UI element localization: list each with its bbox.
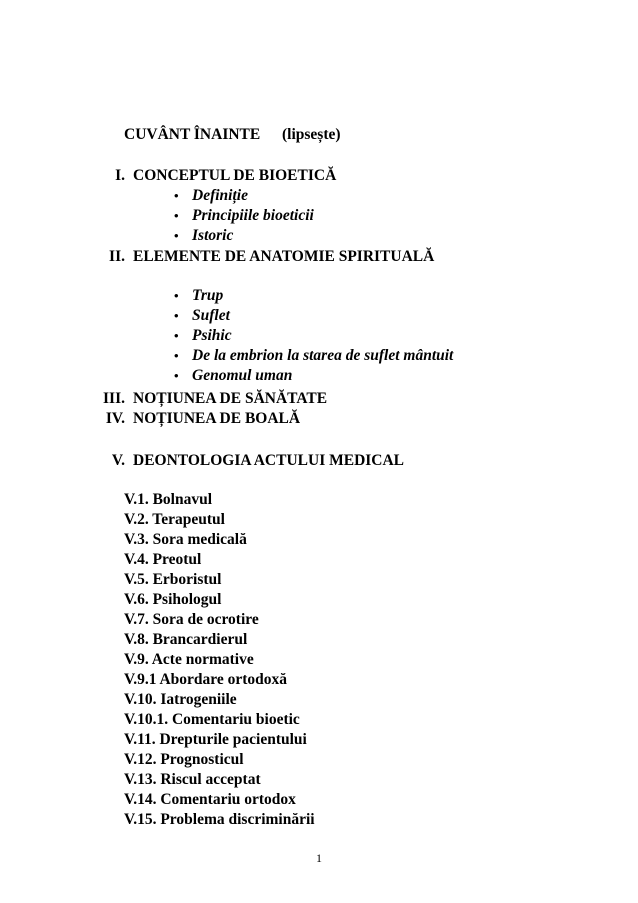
bullet-text: Trup [192, 287, 224, 304]
section-item: V.15. Problema discriminării [124, 811, 315, 828]
section-item: V.9. Acte normative [124, 651, 254, 668]
bullet-icon: • [174, 208, 179, 223]
chapter-title: CONCEPTUL DE BIOETICĂ [133, 167, 337, 184]
chapter-numeral: III. [103, 390, 125, 407]
section-item: V.9.1 Abordare ortodoxă [124, 671, 288, 688]
bullet-icon: • [174, 228, 179, 243]
section-item: V.11. Drepturile pacientului [124, 731, 307, 748]
section-item: V.3. Sora medicală [124, 531, 247, 548]
bullet-icon: • [174, 368, 179, 383]
section-item: V.12. Prognosticul [124, 751, 244, 768]
section-item: V.4. Preotul [124, 551, 202, 568]
bullet-icon: • [174, 188, 179, 203]
section-item: V.6. Psihologul [124, 591, 222, 608]
bullet-icon: • [174, 328, 179, 343]
bullet-text: Genomul uman [192, 367, 293, 384]
chapter-numeral: II. [109, 248, 125, 265]
bullet-icon: • [174, 348, 179, 363]
chapter-numeral: IV. [105, 410, 125, 427]
bullet-icon: • [174, 308, 179, 323]
bullet-icon: • [174, 288, 179, 303]
section-item: V.8. Brancardierul [124, 631, 248, 648]
bullet-text: De la embrion la starea de suflet mântuit [192, 347, 454, 364]
chapter-numeral: I. [115, 167, 125, 184]
foreword-line [124, 125, 341, 144]
foreword-note: (lipsește) [281, 126, 341, 143]
section-item: V.10. Iatrogeniile [124, 691, 237, 708]
section-item: V.10.1. Comentariu bioetic [124, 711, 300, 728]
bullet-text: Principiile bioeticii [192, 207, 314, 224]
section-item: V.5. Erboristul [124, 571, 222, 588]
bullet-text: Definiție [192, 187, 248, 204]
section-item: V.1. Bolnavul [124, 491, 213, 508]
chapter-numeral: V. [111, 452, 125, 469]
chapter-title: NOȚIUNEA DE SĂNĂTATE [133, 390, 328, 407]
chapter-title: DEONTOLOGIA ACTULUI MEDICAL [133, 452, 405, 469]
bullet-text: Istoric [192, 227, 234, 244]
chapter-title: ELEMENTE DE ANATOMIE SPIRITUALĂ [133, 248, 435, 265]
section-item: V.13. Riscul acceptat [124, 771, 261, 788]
bullet-text: Suflet [192, 307, 230, 324]
bullet-text: Psihic [192, 327, 232, 344]
section-item: V.2. Terapeutul [124, 511, 225, 528]
page-number: 1 [316, 851, 322, 865]
section-item: V.7. Sora de ocrotire [124, 611, 259, 628]
foreword-title: CUVÂNT ÎNAINTE [124, 126, 261, 143]
chapter-title: NOȚIUNEA DE BOALĂ [133, 410, 301, 427]
section-item: V.14. Comentariu ortodox [124, 791, 296, 808]
